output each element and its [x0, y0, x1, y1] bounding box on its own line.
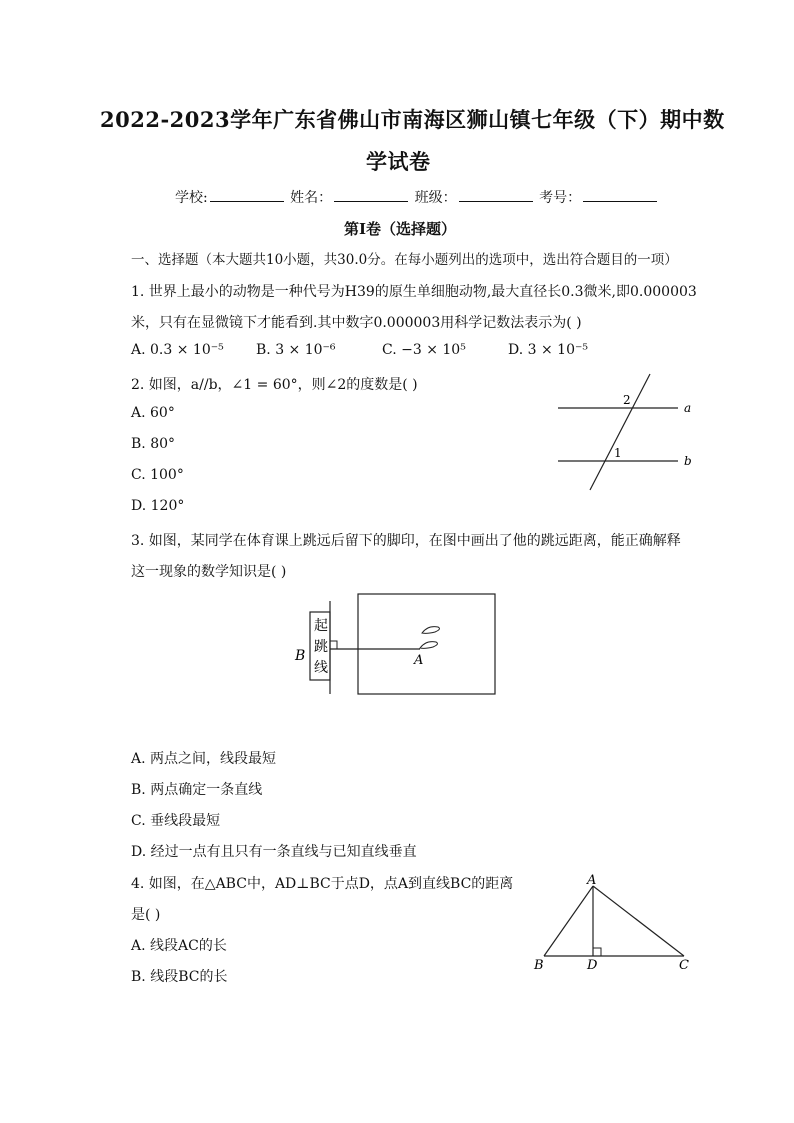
q1-option-c[interactable]: C. −3 × 10⁵: [382, 342, 466, 358]
vertex-b-label: B: [534, 958, 544, 973]
q4-option-a[interactable]: A. 线段AC的长: [131, 938, 227, 954]
footprint-lower: [420, 642, 437, 649]
q4-triangle-figure: [528, 872, 698, 977]
name-label: 姓名：: [290, 190, 333, 206]
exam-title-line1: 2022-2023学年广东省佛山市南海区狮山镇七年级（下）期中数: [100, 107, 725, 132]
board-char-2: 跳: [314, 639, 328, 655]
exam-title-line2: 学试卷: [366, 149, 431, 174]
q1-stem-line1: 1. 世界上最小的动物是一种代号为H39的原生单细胞动物,最大直径长0.3微米,即0.000003: [131, 284, 697, 300]
vertex-a-label: A: [587, 873, 597, 888]
q1-option-d[interactable]: D. 3 × 10⁻⁵: [508, 342, 588, 358]
q1-option-a[interactable]: A. 0.3 × 10⁻⁵: [131, 342, 224, 358]
number-blank[interactable]: [583, 187, 657, 202]
transversal: [590, 374, 650, 490]
q3-stem-line2: 这一现象的数学知识是( ): [131, 564, 287, 580]
q2-option-a[interactable]: A. 60°: [131, 405, 175, 421]
point-b-label: B: [295, 648, 306, 664]
side-ab: [544, 886, 593, 956]
school-blank[interactable]: [210, 187, 284, 202]
q3-option-d[interactable]: D. 经过一点有且只有一条直线与已知直线垂直: [131, 844, 417, 860]
q3-option-c[interactable]: C. 垂线段最短: [131, 813, 221, 829]
number-label: 考号：: [539, 190, 582, 206]
class-label: 班级：: [414, 190, 457, 206]
student-info-line: [175, 187, 659, 207]
vertex-c-label: C: [679, 958, 689, 973]
q4-stem-line2: 是( ): [131, 907, 161, 923]
q3-option-a[interactable]: A. 两点之间，线段最短: [131, 751, 277, 767]
section-title: 第Ⅰ卷（选择题）: [344, 220, 457, 238]
sand-pit: [358, 594, 495, 694]
right-angle-mark: [593, 948, 601, 956]
q2-parallel-lines-figure: [550, 370, 710, 495]
q2-option-d[interactable]: D. 120°: [131, 498, 185, 514]
line-a-label: a: [684, 401, 692, 415]
point-a-label: A: [414, 653, 424, 668]
line-b-label: b: [684, 454, 692, 468]
q2-option-b[interactable]: B. 80°: [131, 436, 176, 452]
class-blank[interactable]: [459, 187, 533, 202]
angle-2-label: 2: [623, 393, 631, 407]
right-angle-mark: [330, 641, 337, 649]
q3-stem-line1: 3. 如图，某同学在体育课上跳远后留下的脚印，在图中画出了他的跳远距离，能正确解释: [131, 533, 681, 549]
part-header: 一、选择题（本大题共10小题，共30.0分。在每小题列出的选项中，选出符合题目的一项）: [131, 252, 678, 268]
q1-stem-line2: 米，只有在显微镜下才能看到.其中数字0.000003用科学记数法表示为( ): [131, 315, 582, 331]
side-ac: [593, 886, 684, 956]
footprint-upper: [422, 627, 439, 634]
foot-d-label: D: [587, 958, 598, 973]
angle-1-label: 1: [614, 446, 622, 460]
q2-stem: 2. 如图，a//b，∠1 = 60°，则∠2的度数是( ): [131, 377, 418, 393]
q3-long-jump-figure: [290, 588, 505, 698]
q1-option-b[interactable]: B. 3 × 10⁻⁶: [256, 342, 336, 358]
q4-option-b[interactable]: B. 线段BC的长: [131, 969, 228, 985]
name-blank[interactable]: [334, 187, 408, 202]
board-char-3: 线: [314, 660, 328, 676]
school-label: 学校:: [175, 190, 208, 206]
q2-option-c[interactable]: C. 100°: [131, 467, 184, 483]
board-char-1: 起: [314, 618, 328, 634]
q3-option-b[interactable]: B. 两点确定一条直线: [131, 782, 263, 798]
q4-stem-line1: 4. 如图，在△ABC中，AD⊥BC于点D，点A到直线BC的距离: [131, 876, 514, 892]
